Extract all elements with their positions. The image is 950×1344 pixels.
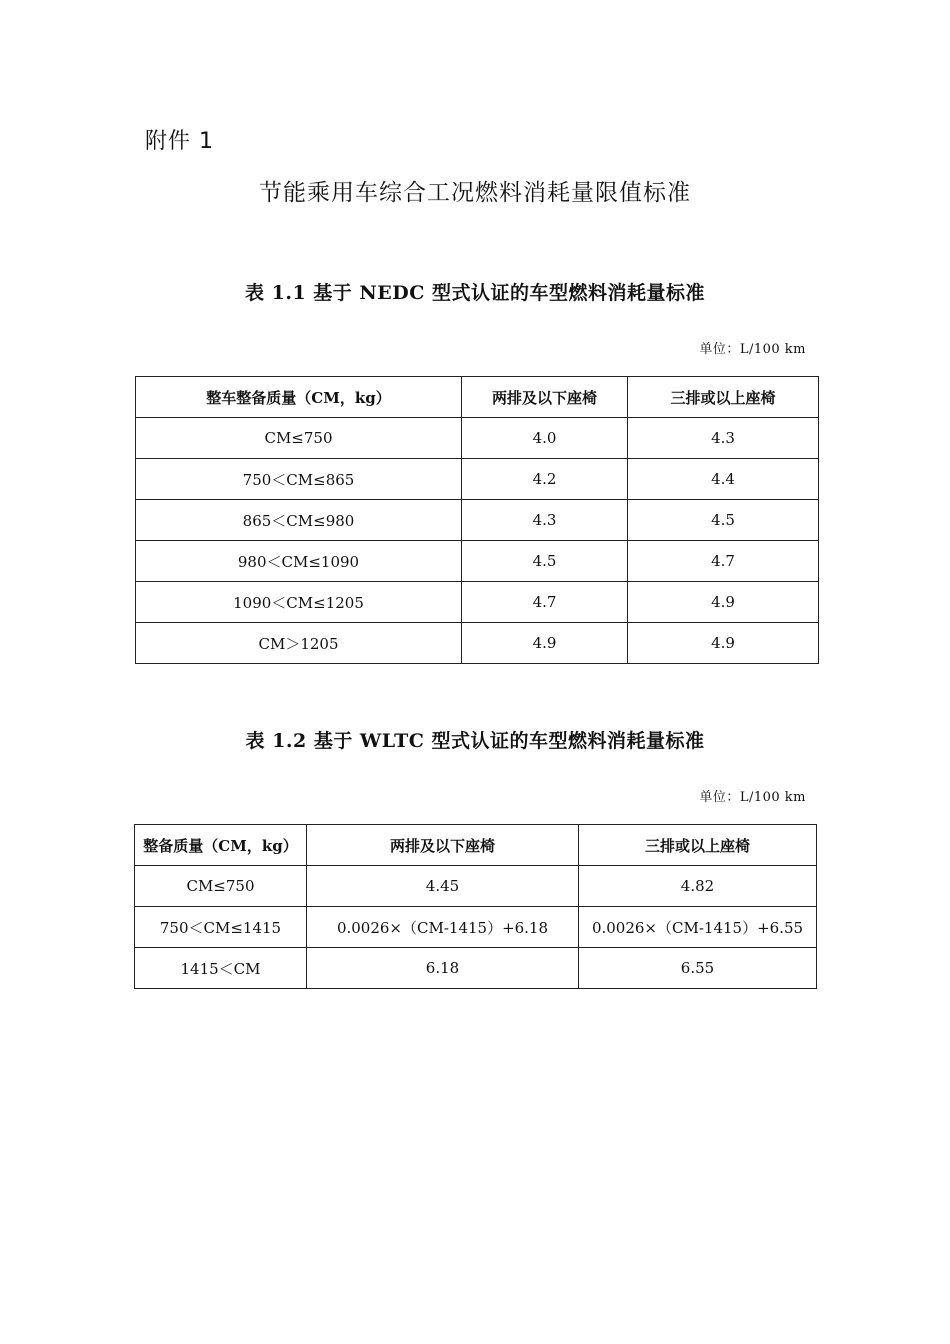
table2-caption: 表 1.2 基于 WLTC 型式认证的车型燃料消耗量标准 bbox=[245, 730, 705, 752]
table-cell: 4.82 bbox=[579, 866, 817, 907]
table-cell: 750＜CM≤865 bbox=[136, 459, 462, 500]
wltc-fuel-table bbox=[134, 824, 817, 989]
table-cell: 4.7 bbox=[462, 582, 628, 623]
table-cell: CM≤750 bbox=[136, 418, 462, 459]
table2-unit: 单位：L/100 km bbox=[699, 790, 806, 805]
table-header-row bbox=[136, 377, 819, 418]
nedc-fuel-table bbox=[135, 376, 819, 664]
table-cell: 6.55 bbox=[579, 948, 817, 989]
table-cell: 0.0026×（CM-1415）+6.18 bbox=[307, 907, 579, 948]
table-cell: 4.5 bbox=[462, 541, 628, 582]
table-row bbox=[135, 907, 817, 948]
table-cell: 4.9 bbox=[628, 582, 819, 623]
document-title: 节能乘用车综合工况燃料消耗量限值标准 bbox=[259, 180, 691, 206]
attachment-label: 附件 1 bbox=[145, 129, 214, 154]
table-cell: 4.2 bbox=[462, 459, 628, 500]
table-row bbox=[135, 866, 817, 907]
table-header-cell: 三排或以上座椅 bbox=[579, 825, 817, 866]
table-cell: 6.18 bbox=[307, 948, 579, 989]
table-row bbox=[136, 541, 819, 582]
table-cell: 4.7 bbox=[628, 541, 819, 582]
table-cell: 750＜CM≤1415 bbox=[135, 907, 307, 948]
table-cell: 1415＜CM bbox=[135, 948, 307, 989]
table-header-cell: 三排或以上座椅 bbox=[628, 377, 819, 418]
table-cell: 980＜CM≤1090 bbox=[136, 541, 462, 582]
table-cell: 865＜CM≤980 bbox=[136, 500, 462, 541]
table-row bbox=[136, 418, 819, 459]
table-header-cell: 两排及以下座椅 bbox=[307, 825, 579, 866]
table-cell: 4.5 bbox=[628, 500, 819, 541]
table-row bbox=[136, 459, 819, 500]
table-cell: 4.9 bbox=[462, 623, 628, 664]
table-header-row bbox=[135, 825, 817, 866]
table-row bbox=[136, 500, 819, 541]
table-row bbox=[135, 948, 817, 989]
table-cell: 4.3 bbox=[462, 500, 628, 541]
table-cell: 4.45 bbox=[307, 866, 579, 907]
table1-caption: 表 1.1 基于 NEDC 型式认证的车型燃料消耗量标准 bbox=[245, 282, 705, 304]
table-cell: 0.0026×（CM-1415）+6.55 bbox=[579, 907, 817, 948]
table-cell: CM＞1205 bbox=[136, 623, 462, 664]
table-header-cell: 整备质量（CM，kg） bbox=[135, 825, 307, 866]
table-cell: 4.9 bbox=[628, 623, 819, 664]
table-header-cell: 两排及以下座椅 bbox=[462, 377, 628, 418]
table-header-cell: 整车整备质量（CM，kg） bbox=[136, 377, 462, 418]
table-cell: 4.0 bbox=[462, 418, 628, 459]
table-cell: 4.4 bbox=[628, 459, 819, 500]
table-cell: 4.3 bbox=[628, 418, 819, 459]
table-cell: 1090＜CM≤1205 bbox=[136, 582, 462, 623]
table-cell: CM≤750 bbox=[135, 866, 307, 907]
table-row bbox=[136, 582, 819, 623]
table-row bbox=[136, 623, 819, 664]
table1-unit: 单位：L/100 km bbox=[699, 342, 806, 357]
